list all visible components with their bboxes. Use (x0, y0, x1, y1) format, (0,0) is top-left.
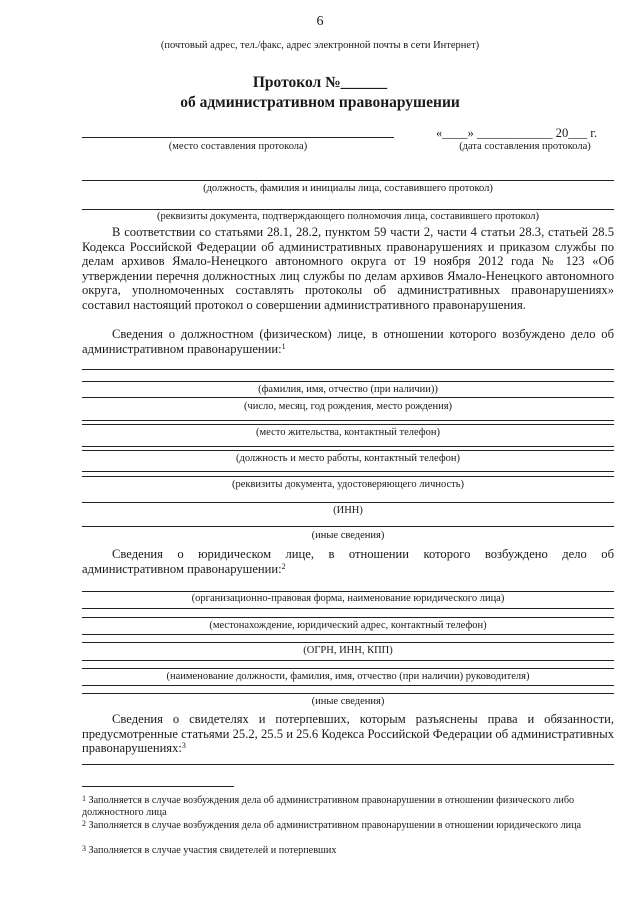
footnote-2-number: 2 (82, 819, 86, 828)
authority-caption: (реквизиты документа, подтверждающего полномочия лица, составившего протокол) (157, 211, 539, 222)
person-caption-name: (фамилия, имя, отчество (при наличии)) (258, 384, 438, 395)
footnote-1-text: Заполняется в случае возбуждения дела об административном правонарушении в отношении физического либо должностного лица (82, 795, 575, 819)
title-line-2: об административном правонарушении (180, 94, 460, 111)
footnote-3 (82, 845, 612, 857)
person-field-blank-4[interactable] (82, 471, 614, 472)
date-month-blank[interactable]: ____________ (476, 126, 553, 140)
person-field-inn[interactable] (82, 502, 614, 503)
intro-paragraph (82, 225, 614, 313)
authority-field[interactable] (82, 209, 614, 210)
legal-field-blank-1[interactable] (82, 608, 614, 609)
legal-caption-address: (местонахождение, юридический адрес, контактный телефон) (209, 620, 487, 631)
legal-caption-other: (иные сведения) (311, 696, 385, 707)
person-caption-other: (иные сведения) (311, 530, 385, 541)
person-caption-residence: (место жительства, контактный телефон) (256, 427, 440, 438)
footnote-3-number: 3 (82, 844, 86, 853)
witness-heading-text: Сведения о свидетелях и потерпевших, которым разъяснены права и обязанности, предусмотренные статьями 25.2, 25.5 и 25.6 Кодекса Российской Федерации об административных правонарушениях: (82, 712, 614, 756)
intro-text: В соответствии со статьями 28.1, 28.2, пунктом 59 части 2, части 4 статьи 28.3, статьей 28.5 Кодекса Российской Федерации об административных правонарушениях и приказом службы по делам архивов Ямало-Ненецкого автономного округа от 19 ноября 2012 года № 123 «Об утверждении перечня должностных лиц службы по делам архивов Ямало-Ненецкого автономного округа, уполномоченных составлять протоколы об административных правонарушениях» составил настоящий протокол о совершении административного правонарушения. (82, 225, 614, 312)
witness-field[interactable] (82, 764, 614, 765)
date-year-prefix: 20 (555, 126, 569, 140)
page-number: 6 (316, 14, 324, 29)
legal-field-form[interactable] (82, 591, 614, 592)
footnote-2-text: Заполняется в случае возбуждения дела об административном правонарушении в отношении юридического лица (88, 820, 582, 831)
person-field-blank-2[interactable] (82, 420, 614, 421)
witness-heading (82, 712, 614, 756)
legal-field-address[interactable] (82, 617, 614, 618)
legal-field-blank-3[interactable] (82, 660, 614, 661)
legal-field-head[interactable] (82, 668, 614, 669)
person-caption-id-document: (реквизиты документа, удостоверяющего личность) (231, 479, 465, 490)
document-title (0, 73, 640, 113)
legal-field-ogrn[interactable] (82, 642, 614, 643)
person-caption-work: (должность и место работы, контактный телефон) (235, 453, 461, 464)
person-field-other[interactable] (82, 526, 614, 527)
footnote-ref-3: 3 (181, 741, 186, 751)
legal-field-blank-4[interactable] (82, 685, 614, 686)
official-caption: (должность, фамилия и инициалы лица, составившего протокол) (203, 183, 493, 194)
legal-heading-text: Сведения о юридическом лице, в отношении которого возбуждено дело об административном правонарушении: (82, 547, 614, 576)
place-field[interactable] (82, 137, 394, 138)
person-field-birth[interactable] (82, 397, 614, 398)
place-caption: (место составления протокола) (168, 141, 308, 152)
legal-caption-form: (организационно-правовая форма, наименование юридического лица) (191, 593, 505, 604)
person-field-blank-1[interactable] (82, 369, 614, 370)
date-field[interactable] (436, 126, 597, 141)
footnote-1-number: 1 (82, 794, 86, 803)
date-day-blank[interactable]: ____ (442, 126, 468, 140)
person-field-work[interactable] (82, 450, 614, 451)
footnote-separator (82, 786, 234, 787)
person-field-id-document[interactable] (82, 476, 614, 477)
date-year-blank[interactable]: ___ (568, 126, 588, 140)
person-caption-inn: (ИНН) (333, 505, 363, 516)
legal-field-other[interactable] (82, 693, 614, 694)
person-heading (82, 327, 614, 356)
person-field-blank-3[interactable] (82, 446, 614, 447)
legal-heading (82, 547, 614, 576)
legal-caption-ogrn: (ОГРН, ИНН, КПП) (303, 645, 393, 656)
date-close-quote: » (467, 126, 474, 140)
person-heading-text: Сведения о должностном (физическом) лице, в отношении которого возбуждено дело об административном правонарушении: (82, 327, 614, 356)
person-field-residence[interactable] (82, 424, 614, 425)
person-field-name[interactable] (82, 381, 614, 382)
date-caption: (дата составления протокола) (459, 141, 591, 152)
header-note: (почтовый адрес, тел./факс, адрес электронной почты в сети Интернет) (160, 40, 480, 51)
legal-field-blank-2[interactable] (82, 634, 614, 635)
footnote-2 (82, 820, 612, 832)
footnote-ref-1: 1 (281, 341, 286, 351)
person-caption-birth: (число, месяц, год рождения, место рождения) (243, 401, 453, 412)
footnote-3-text: Заполняется в случае участия свидетелей и потерпевших (88, 845, 337, 856)
legal-caption-head: (наименование должности, фамилия, имя, отчество (при наличии) руководителя) (166, 671, 530, 682)
footnote-ref-2: 2 (281, 561, 286, 571)
footnote-1 (82, 795, 612, 820)
title-line-1: Протокол №______ (252, 74, 388, 91)
date-open-quote: « (436, 126, 443, 140)
date-year-suffix: г. (590, 126, 598, 140)
official-field[interactable] (82, 180, 614, 181)
